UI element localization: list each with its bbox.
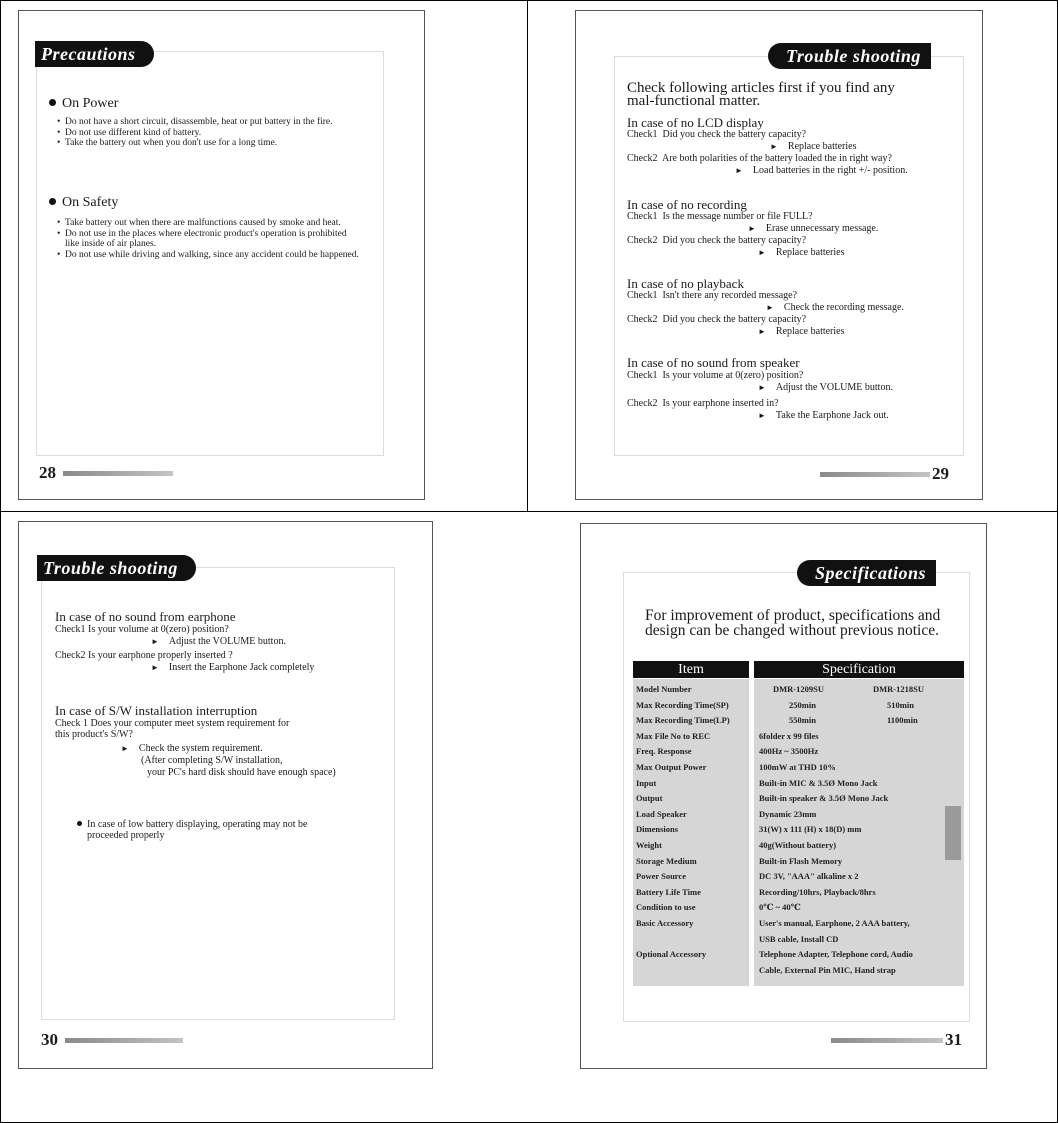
arrow-right-icon: ► xyxy=(770,142,778,151)
check-answer: ► Replace batteries xyxy=(758,247,845,258)
on-safety-list xyxy=(57,218,362,260)
low-battery-note-cont: proceeded properly xyxy=(87,830,165,841)
spec-row-label: Optional Accessory xyxy=(636,949,707,960)
page-28-banner: Precautions xyxy=(35,41,154,67)
spec-row-label: Max Output Power xyxy=(636,762,707,772)
arrow-right-icon: ► xyxy=(758,248,766,257)
spec-row-label: Max File No to REC xyxy=(636,730,711,741)
spec-row-value: Telephone Adapter, Telephone cord, Audio xyxy=(759,949,913,960)
check-answer: ► Take the Earphone Jack out. xyxy=(758,410,889,421)
check-answer: ► Adjust the VOLUME button. xyxy=(151,636,286,647)
list-item: • Do not have a short circuit, disassemble, heat or put battery in the fire. xyxy=(57,117,357,128)
page-31-banner: Specifications xyxy=(797,560,936,586)
spec-row-label: Dimensions xyxy=(636,824,679,835)
spec-row-label: Max Recording Time(LP) xyxy=(636,715,730,726)
arrow-right-icon: ► xyxy=(748,224,756,233)
on-safety-heading: On Safety xyxy=(49,195,118,211)
check-answer: ► Adjust the VOLUME button. xyxy=(758,382,893,393)
spec-row-value: Built-in MIC & 3.5Ø Mono Jack xyxy=(759,777,878,788)
spec-row-value-model2: 510min xyxy=(887,699,914,710)
spec-row-label: Freq. Response xyxy=(636,746,692,757)
spec-row-value: Built-in speaker & 3.5Ø Mono Jack xyxy=(759,793,889,804)
arrow-right-icon: ► xyxy=(758,327,766,336)
page-number: 31 xyxy=(945,1030,962,1049)
check-answer: ► Replace batteries xyxy=(770,141,857,152)
horizontal-divider xyxy=(0,511,1058,512)
page-number: 29 xyxy=(932,464,949,483)
spec-row-value-model2: 1100min xyxy=(887,715,918,726)
spec-row-label: Battery Life Time xyxy=(636,886,701,897)
arrow-right-icon: ► xyxy=(121,744,129,753)
check-answer: ► Erase unnecessary message. xyxy=(748,223,879,234)
page-number-bar xyxy=(820,472,930,477)
spec-row-label: Condition to use xyxy=(636,902,696,913)
spec-row-value: 40g(Without battery) xyxy=(759,840,837,850)
specifications-intro: For improvement of product, specifications and design can be changed without previous notice. xyxy=(645,607,941,639)
check-answer-detail: (After completing S/W installation, xyxy=(141,755,283,766)
check-line: Check2 Is your earphone properly inserted ? xyxy=(55,650,233,661)
low-battery-note: In case of low battery displaying, operating may not be xyxy=(77,819,308,831)
list-item: • Take battery out when there are malfunctions caused by smoke and heat. xyxy=(57,218,362,229)
spec-row-label: Weight xyxy=(636,840,662,850)
spec-row-value: Recording/10hrs, Playback/8hrs xyxy=(759,886,876,897)
page-number: 28 xyxy=(39,463,56,482)
spec-row-value-model2: DMR-1218SU xyxy=(873,684,924,694)
page-number-bar xyxy=(831,1038,943,1043)
page-number-bar xyxy=(63,471,173,476)
vertical-divider xyxy=(527,0,528,511)
spec-row-label: Storage Medium xyxy=(636,855,697,866)
spec-row-value: 31(W) x 111 (H) x 18(D) mm xyxy=(759,824,862,835)
spec-row-label: Load Speaker xyxy=(636,808,687,819)
troubleshooting-intro: Check following articles first if you find any mal-functional matter. xyxy=(627,80,895,109)
scan-shade-mark xyxy=(945,806,961,860)
list-item: • Take the battery out when you don't use for a long time. xyxy=(57,138,357,149)
arrow-right-icon: ► xyxy=(758,411,766,420)
check-answer-detail: your PC's hard disk should have enough space) xyxy=(147,767,336,778)
page-29 xyxy=(575,10,983,500)
arrow-right-icon: ► xyxy=(151,637,159,646)
spec-row-value: 250min xyxy=(789,699,816,710)
check-answer: ► Check the system requirement. xyxy=(121,743,263,754)
list-item: • Do not use in the places where electronic product's operation is prohibited like inside of air planes. xyxy=(57,229,362,250)
check-line: Check1 Is your volume at 0(zero) position? xyxy=(55,624,229,635)
arrow-right-icon: ► xyxy=(766,303,774,312)
spec-row-label: Basic Accessory xyxy=(636,918,694,928)
spec-row-value: Cable, External Pin MIC, Hand strap xyxy=(759,964,896,975)
section-title: In case of no playback xyxy=(627,276,744,291)
check-line: Check2 Are both polarities of the battery loaded the in right way? xyxy=(627,153,892,164)
spec-row-value: User's manual, Earphone, 2 AAA battery, xyxy=(759,918,910,928)
bullet-dot xyxy=(77,821,82,826)
arrow-right-icon: ► xyxy=(758,383,766,392)
check-line: this product's S/W? xyxy=(55,729,133,740)
spec-row-label: Max Recording Time(SP) xyxy=(636,699,729,710)
spec-row-value: DMR-1209SU xyxy=(773,684,824,694)
section-title: In case of no recording xyxy=(627,197,747,212)
section-title: In case of no sound from speaker xyxy=(627,355,800,370)
column-header-item: Item xyxy=(633,661,749,678)
spec-row-label: Input xyxy=(636,777,657,788)
on-power-heading: On Power xyxy=(49,96,118,112)
spec-row-value: Dynamic 23mm xyxy=(759,808,817,819)
list-item: • Do not use while driving and walking, since any accident could be happened. xyxy=(57,250,362,261)
section-title: In case of no sound from earphone xyxy=(55,609,236,624)
check-line: Check1 Did you check the battery capacity? xyxy=(627,129,807,140)
page-30-banner: Trouble shooting xyxy=(37,555,196,581)
spec-row-value: 0℃ ~ 40℃ xyxy=(759,902,801,913)
check-line: Check1 Is the message number or file FULL? xyxy=(627,211,813,222)
page-number-bar xyxy=(65,1038,183,1043)
spec-row-value: Built-in Flash Memory xyxy=(759,855,843,866)
page-29-banner: Trouble shooting xyxy=(768,43,931,69)
check-line: Check2 Did you check the battery capacity? xyxy=(627,235,807,246)
section-title: In case of no LCD display xyxy=(627,115,764,130)
page-number: 30 xyxy=(41,1030,58,1049)
check-line: Check1 Isn't there any recorded message? xyxy=(627,290,798,301)
check-line: Check 1 Does your computer meet system requirement for xyxy=(55,718,290,729)
spec-row-value: USB cable, Install CD xyxy=(759,933,839,944)
check-answer: ► Replace batteries xyxy=(758,326,845,337)
spec-row-value: 6folder x 99 files xyxy=(759,730,819,741)
section-title: In case of S/W installation interruption xyxy=(55,703,258,718)
page-31 xyxy=(580,523,987,1069)
list-item: • Do not use different kind of battery. xyxy=(57,128,357,139)
spec-row-label: Model Number xyxy=(636,684,692,694)
check-line: Check2 Did you check the battery capacity? xyxy=(627,314,807,325)
spec-row-value: 400Hz ~ 3500Hz xyxy=(759,746,819,757)
page-30 xyxy=(18,521,433,1069)
check-answer: ► Load batteries in the right +/- position. xyxy=(735,165,908,176)
check-line: Check1 Is your volume at 0(zero) position? xyxy=(627,370,804,381)
on-power-list xyxy=(57,117,357,149)
check-line: Check2 Is your earphone inserted in? xyxy=(627,398,779,409)
spec-row-label: Power Source xyxy=(636,871,686,882)
bullet-dot xyxy=(49,198,56,205)
column-header-specification: Specification xyxy=(754,661,964,678)
arrow-right-icon: ► xyxy=(151,663,159,672)
arrow-right-icon: ► xyxy=(735,166,743,175)
bullet-dot xyxy=(49,99,56,106)
check-answer: ► Insert the Earphone Jack completely xyxy=(151,662,315,673)
spec-row-value: DC 3V, "AAA" alkaline x 2 xyxy=(759,871,859,882)
spec-row-value: 100mW at THD 10% xyxy=(759,762,836,772)
spec-row-label: Output xyxy=(636,793,663,804)
spec-row-value: 550min xyxy=(789,715,816,726)
check-answer: ► Check the recording message. xyxy=(766,302,904,313)
page-28 xyxy=(18,10,425,500)
